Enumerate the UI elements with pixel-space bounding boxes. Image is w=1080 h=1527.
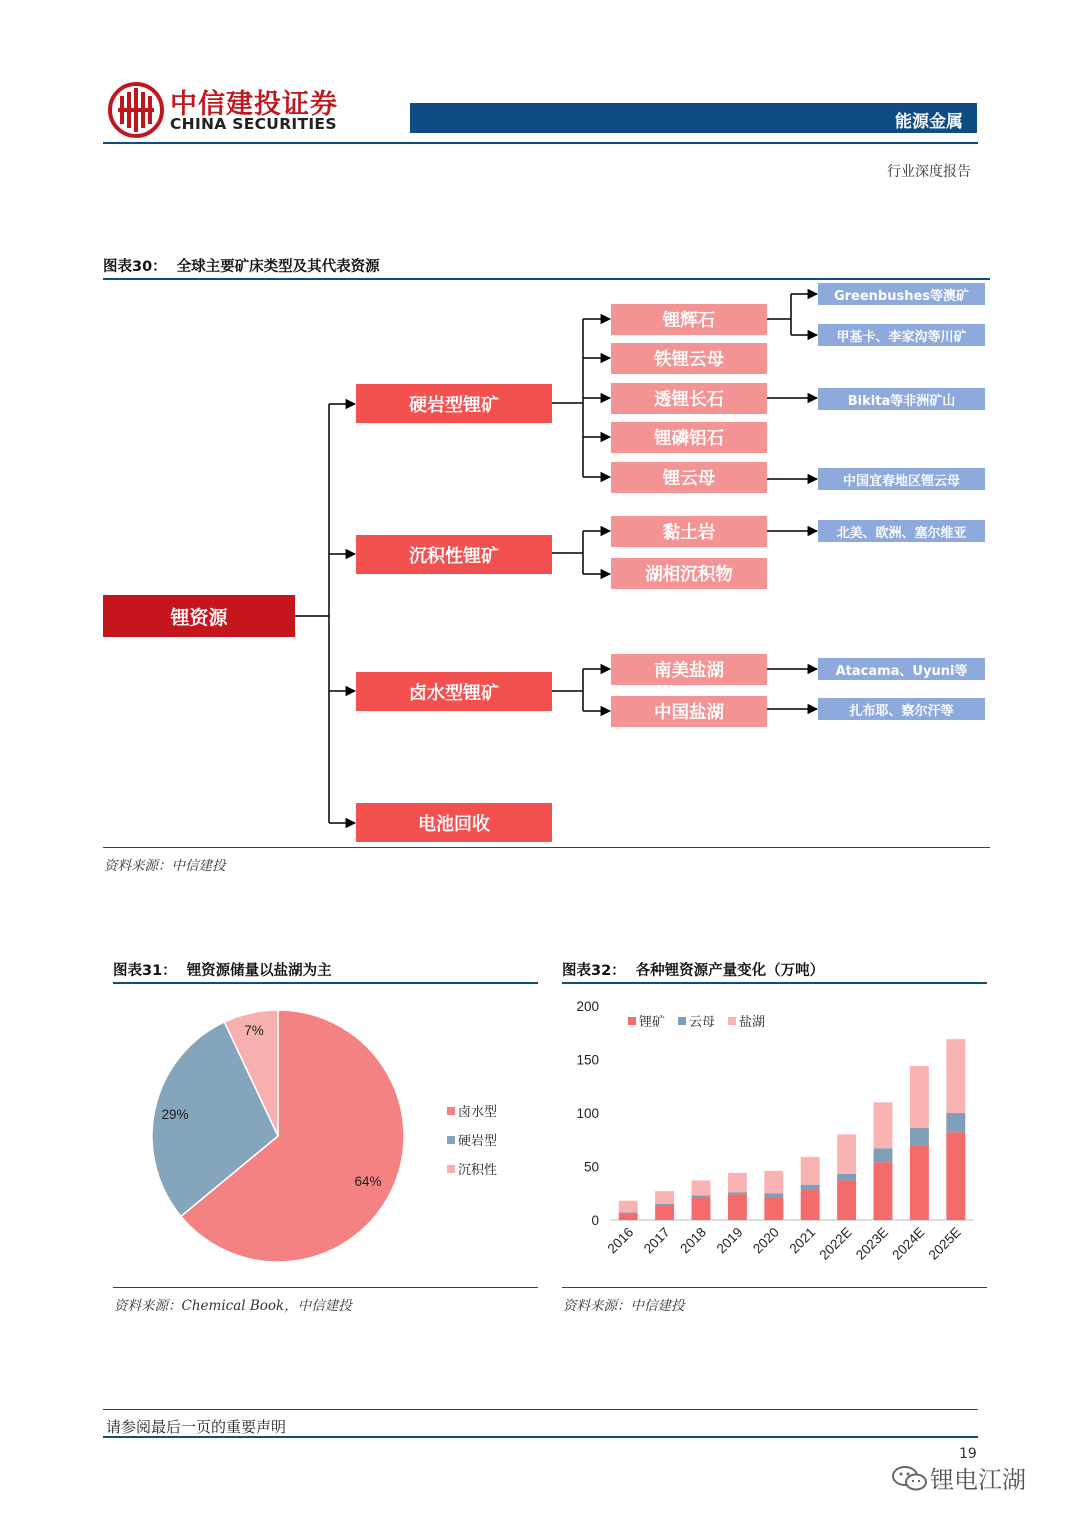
bar-segment	[619, 1213, 638, 1214]
tree-representative: 中国宜春地区锂云母	[818, 468, 985, 490]
bar-segment	[874, 1162, 893, 1220]
x-tick-label: 2025E	[925, 1224, 964, 1263]
legend-label: 硬岩型	[458, 1134, 498, 1149]
bar-segment	[874, 1102, 893, 1148]
tree-mineral: 锂辉石	[611, 304, 767, 335]
figure32-source: 资料来源：中信建投	[563, 1298, 685, 1314]
figure31-label: 图表31：	[113, 963, 177, 979]
bar-segment	[837, 1134, 856, 1174]
pie-data-label: 7%	[244, 1023, 264, 1038]
bar-segment	[655, 1204, 674, 1205]
wechat-icon	[890, 1463, 930, 1493]
bar-segment	[619, 1214, 638, 1220]
legend-label: 锂矿	[639, 1014, 666, 1029]
watermark	[890, 1460, 1026, 1495]
figure32-label: 图表32：	[562, 963, 626, 979]
figure30-bottom-rule	[103, 847, 990, 848]
tree-representative: Greenbushes等澳矿	[818, 283, 985, 305]
bar-segment	[910, 1066, 929, 1128]
tree-mineral: 锂云母	[611, 462, 767, 493]
report-type-label: 行业深度报告	[887, 164, 971, 180]
x-tick-label: 2021	[786, 1224, 819, 1257]
y-tick-label: 50	[583, 1159, 599, 1175]
figure32-title: 各种锂资源产量变化（万吨）	[635, 963, 825, 979]
tree-root: 锂资源	[103, 595, 295, 637]
figure32-bottom-rule	[562, 1287, 987, 1288]
x-tick-label: 2024E	[889, 1224, 928, 1263]
bar-segment	[692, 1195, 711, 1197]
legend-label: 云母	[689, 1014, 716, 1029]
bar-segment	[946, 1132, 965, 1220]
bar-segment	[801, 1157, 820, 1185]
bar-segment	[728, 1173, 747, 1192]
pie-chart	[113, 990, 413, 1280]
pie-data-label: 29%	[161, 1107, 189, 1122]
tree-category-hardrock: 硬岩型锂矿	[356, 384, 552, 423]
watermark-text: 锂电江湖	[930, 1466, 1026, 1494]
tree-category-sedimentary: 沉积性锂矿	[356, 535, 552, 574]
bar-segment	[728, 1192, 747, 1194]
bar-segment	[910, 1145, 929, 1220]
bar-segment	[764, 1193, 783, 1197]
figure31-bottom-rule	[113, 1287, 538, 1288]
bar-segment	[946, 1039, 965, 1113]
legend-swatch	[728, 1017, 736, 1025]
legend-swatch	[628, 1017, 636, 1025]
figure31-source: 资料来源：Chemical Book，中信建投	[114, 1298, 352, 1314]
footer-divider-top	[103, 1409, 978, 1410]
page-number: 19	[959, 1446, 977, 1462]
tree-mineral: 锂磷铝石	[611, 422, 767, 453]
y-tick-label: 150	[576, 1052, 599, 1068]
figure32-caption	[562, 959, 824, 980]
bar-segment	[692, 1198, 711, 1220]
tree-mineral: 湖相沉积物	[611, 558, 767, 589]
tree-category-recycling: 电池回收	[356, 803, 552, 842]
legend-label: 卤水型	[458, 1105, 498, 1120]
x-tick-label: 2020	[750, 1224, 782, 1257]
x-tick-label: 2022E	[816, 1224, 855, 1263]
pie-data-label: 64%	[354, 1174, 382, 1189]
tree-mineral: 南美盐湖	[611, 654, 767, 685]
bar-segment	[655, 1205, 674, 1220]
x-tick-label: 2017	[640, 1224, 673, 1257]
tree-mineral: 铁锂云母	[611, 343, 767, 374]
brand-name-en: CHINA SECURITIES	[170, 115, 337, 133]
bar-segment	[837, 1180, 856, 1220]
figure30-label: 图表30：	[103, 259, 167, 275]
legend-swatch	[678, 1017, 686, 1025]
x-tick-label: 2016	[604, 1224, 637, 1257]
x-tick-label: 2019	[713, 1224, 746, 1257]
x-tick-label: 2018	[677, 1224, 710, 1257]
tree-category-brine: 卤水型锂矿	[356, 672, 552, 711]
bar-segment	[837, 1174, 856, 1180]
bar-segment	[728, 1194, 747, 1220]
pie-legend-item	[447, 1130, 497, 1149]
section-label: 能源金属	[895, 112, 963, 132]
bar-segment	[764, 1198, 783, 1220]
tree-representative: 北美、欧洲、塞尔维亚	[818, 520, 985, 542]
legend-swatch	[447, 1136, 455, 1144]
tree-mineral: 黏土岩	[611, 516, 767, 547]
pie-legend-item	[447, 1159, 497, 1178]
tree-representative: Atacama、Uyuni等	[818, 658, 985, 680]
tree-representative: Bikita等非洲矿山	[818, 388, 985, 410]
stacked-bar-chart	[562, 990, 987, 1285]
bar-segment	[655, 1191, 674, 1204]
y-tick-label: 100	[576, 1106, 599, 1121]
tree-representative: 甲基卡、李家沟等川矿	[818, 324, 985, 346]
brand-name-cn: 中信建投证券	[170, 89, 338, 120]
tree-mineral: 中国盐湖	[611, 696, 767, 727]
bar-segment	[801, 1190, 820, 1220]
x-tick-label: 2023E	[852, 1224, 892, 1263]
tree-representative: 扎布耶、察尔汗等	[818, 698, 985, 720]
legend-swatch	[447, 1165, 455, 1173]
legend-label: 沉积性	[458, 1163, 498, 1178]
figure30-source: 资料来源：中信建投	[104, 858, 226, 874]
bar-segment	[874, 1148, 893, 1162]
footer-divider-bottom	[103, 1436, 978, 1438]
figure31-top-rule	[113, 982, 538, 984]
bar-segment	[619, 1201, 638, 1213]
tree-mineral: 透锂长石	[611, 383, 767, 414]
footer-disclaimer: 请参阅最后一页的重要声明	[106, 1418, 287, 1436]
figure31-caption	[113, 959, 332, 980]
y-tick-label: 200	[576, 999, 599, 1014]
bar-segment	[692, 1180, 711, 1195]
figure30-title: 全球主要矿床类型及其代表资源	[176, 259, 380, 275]
bar-segment	[946, 1113, 965, 1132]
bar-segment	[801, 1185, 820, 1190]
figure32-top-rule	[562, 982, 987, 984]
legend-swatch	[447, 1107, 455, 1115]
pie-legend-item	[447, 1101, 497, 1120]
bar-segment	[910, 1128, 929, 1145]
y-tick-label: 0	[591, 1213, 599, 1228]
legend-label: 盐湖	[739, 1014, 766, 1029]
figure31-title: 锂资源储量以盐湖为主	[186, 963, 332, 979]
bar-segment	[764, 1171, 783, 1193]
